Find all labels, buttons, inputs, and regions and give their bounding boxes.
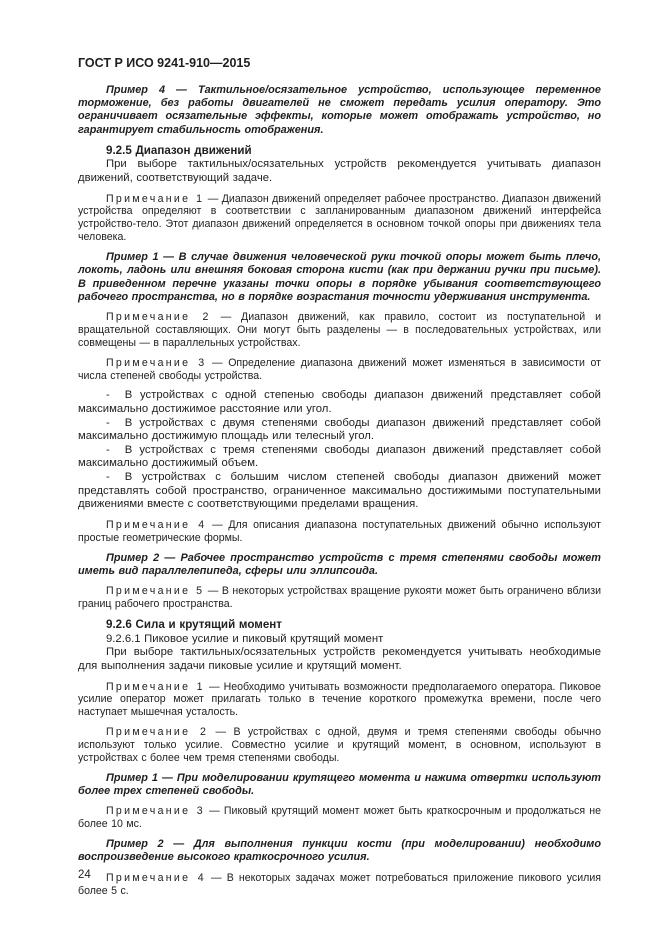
section-subheading: 9.2.6.1 Пиковое усилие и пиковый крутящий момент xyxy=(106,633,384,646)
note-label: Примечание 2 xyxy=(106,726,209,739)
note-label: Примечание 1 xyxy=(106,680,205,693)
note-label: Примечание 3 xyxy=(106,356,207,369)
page-number: 24 xyxy=(78,869,91,881)
note-paragraph: Примечание 3 — Пиковый крутящий момент может быть краткосрочным и продолжаться не более 10 мс. xyxy=(78,805,601,831)
example-paragraph: Пример 1 — В случае движения человеческой руки точкой опоры может быть плечо, локоть, ладонь или внешняя боковая сторона кисти (как при держании ручки при письме). В приведенном перечне указаны точки опоры в порядке убывания соответствующего рабочего пространства, но в порядке возрастания точности удерживания инструмента. xyxy=(78,251,601,303)
note-paragraph: Примечание 2 — В устройствах с одной, двумя и тремя степенями свободы обычно используют только усилие. Совместно усилие и крутящий момент, в основном, используют в устройствах с более чем тремя степенями свободы. xyxy=(78,726,601,765)
example-paragraph: Пример 2 — Рабочее пространство устройств с тремя степенями свободы может иметь вид параллелепипеда, сферы или эллипсоида. xyxy=(78,551,601,577)
note-label: Примечание 4 xyxy=(106,518,207,531)
section-heading: 9.2.5 Диапазон движений xyxy=(106,143,252,157)
example-paragraph: Пример 2 — Для выполнения пункции кости (при моделировании) необходимо воспроизведение высокого краткосрочного усилия. xyxy=(78,838,601,864)
list-dash: - xyxy=(106,443,110,456)
example-paragraph: Пример 4 — Тактильное/осязательное устройство, использующее переменное торможение, без работы двигателей не сможет передать усилия оператору. Это ограничивает осязательные эффекты, которые может отображать устройство, но гарантирует стабильность отображения. xyxy=(78,84,601,136)
note-paragraph: Примечание 1 — Необходимо учитывать возможности предполагаемого оператора. Пиковое усилие оператор может прилагать только в течение короткого промежутка времени, после чего наступает мышечная усталость. xyxy=(78,680,601,719)
note-paragraph: Примечание 4 — Для описания диапазона поступательных движений обычно используют простые геометрические формы. xyxy=(78,518,601,544)
list-item: - В устройствах с двумя степенями свободы диапазон движений представляет собой максимально достижимую площадь или телесный угол. xyxy=(78,416,601,443)
note-label: Примечание 3 xyxy=(106,805,205,818)
list-dash: - xyxy=(106,471,110,484)
note-paragraph: Примечание 3 — Определение диапазона движений может изменяться в зависимости от числа степеней свободы устройства. xyxy=(78,356,601,382)
section-heading: 9.2.6 Сила и крутящий момент xyxy=(106,617,282,631)
document-header: ГОСТ Р ИСО 9241-910—2015 xyxy=(78,56,251,70)
note-label: Примечание 2 xyxy=(106,310,211,323)
list-dash: - xyxy=(106,389,110,402)
list-item: - В устройствах с одной степенью свободы диапазон движений представляет собой максимально достижимое расстояние или угол. xyxy=(78,389,601,416)
note-label: Примечание 5 xyxy=(106,585,205,598)
list-item: - В устройствах с тремя степенями свободы диапазон движений представляет собой максимально достижимый объем. xyxy=(78,443,601,470)
note-paragraph: Примечание 2 — Диапазон движений, как правило, состоит из поступательной и вращательной составляющих. Они могут быть разделены — в последовательных устройствах, или совмещены — в параллельных устройствах. xyxy=(78,310,601,349)
note-label: Примечание 1 xyxy=(106,192,205,205)
list-item: - В устройствах с большим числом степеней свободы диапазон движений может представлять собой пространство, ограниченное максимально достижимыми поступательными движениями вместе с соответствующими пределами вращения. xyxy=(78,471,601,511)
document-content xyxy=(78,84,601,897)
example-paragraph: Пример 1 — При моделировании крутящего момента и нажима отвертки используют более трех степеней свободы. xyxy=(78,771,601,798)
list-dash: - xyxy=(106,416,110,429)
note-paragraph: Примечание 4 — В некоторых задачах может потребоваться приложение пикового усилия более 5 с. xyxy=(78,871,601,897)
note-paragraph: Примечание 5 — В некоторых устройствах вращение рукояти может быть ограничено вблизи границ рабочего пространства. xyxy=(78,585,601,610)
note-paragraph: Примечание 1 — Диапазон движений определяет рабочее пространство. Диапазон движений устройства определяют в соответствии с запланированным диапазоном движений интерфейса устройство-тело. Этот диапазон движений определяется в основном точкой опоры при движениях тела человека. xyxy=(78,192,601,244)
body-paragraph: При выборе тактильных/осязательных устройств рекомендуется учитывать необходимые для выполнения задачи пиковые усилие и крутящий момент. xyxy=(78,646,601,672)
note-label: Примечание 4 xyxy=(106,871,206,884)
body-paragraph: При выборе тактильных/осязательных устройств рекомендуется учитывать диапазон движений, соответствующий задаче. xyxy=(78,158,601,184)
